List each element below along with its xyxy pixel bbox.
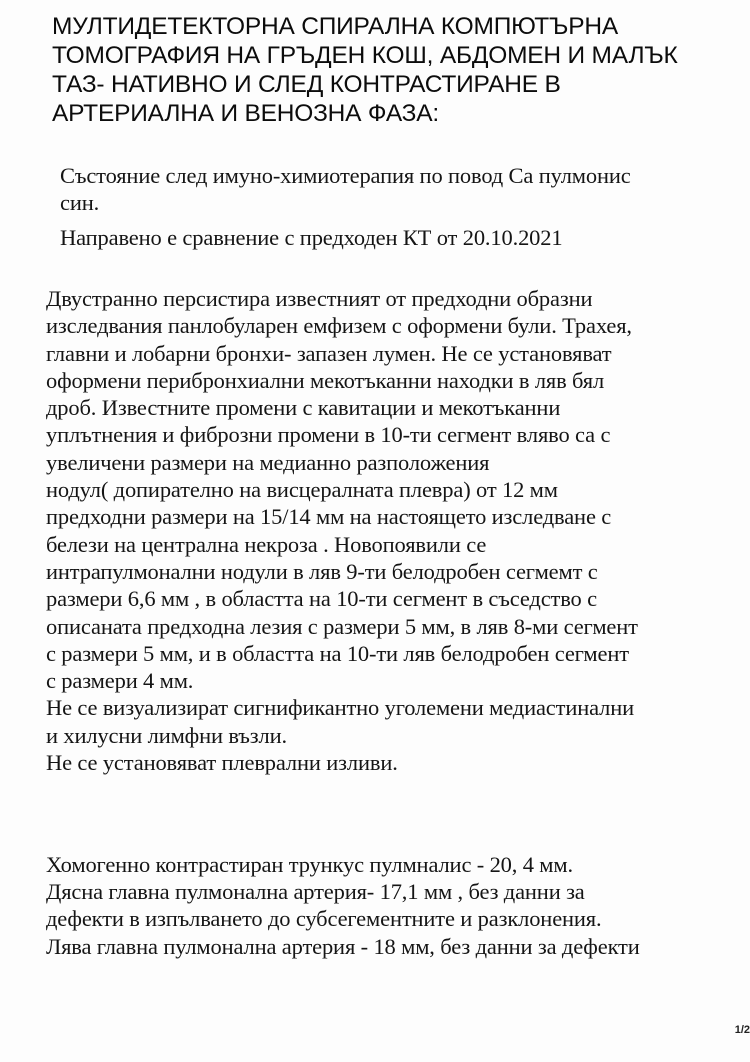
text-line: интрапулмонални нодули в ляв 9-ти белодробен сегмемт с [46,558,598,584]
text-line: увеличени размери на медианно разположения [46,449,490,475]
text-line: син. [60,190,100,216]
text-line: изследвания панлобуларен емфизем с оформени були. Трахея, [46,313,632,339]
text-line: Състояние след имуно-химиотерапия по повод Са пулмонис [60,163,631,188]
page-number: 1/2 [734,1024,750,1036]
text-line: с размери 4 мм. [46,668,194,694]
text-line: Двустранно персистира известният от предходни образни [46,286,593,311]
title-line: МУЛТИДЕТЕКТОРНА СПИРАЛНА КОМПЮТЪРНА [52,13,619,40]
comparison-note [60,224,562,251]
title-line: ТАЗ- НАТИВНО И СЛЕД КОНТРАСТИРАНЕ В [52,71,561,98]
text-line: с размери 5 мм, и в областта на 10-ти ляв белодробен сегмент [46,640,629,666]
text-line: оформени перибронхиални мекотъканни находки в ляв бял [46,367,605,393]
text-line: описаната предходна лезия с размери 5 мм, в ляв 8-ми сегмент [46,613,638,639]
text-line: дефекти в изпълването до субсегементните и разклонения. [46,906,602,932]
text-line: Лява главна пулмонална артерия - 18 мм, без данни за дефекти [46,933,640,959]
text-line: белези на централна некроза . Новопоявили се [46,531,487,557]
text-line: главни и лобарни бронхи- запазен лумен. Не се установяват [46,340,612,366]
text-line: размери 6,6 мм , в областта на 10-ти сегмент в съседство с [46,586,597,612]
text-line: Не се визуализират сигнификантно уголемени медиастинални [46,695,635,721]
text-line: Хомогенно контрастиран трункус пулмналис - 20, 4 мм. [46,852,573,877]
text-line: дроб. Известните промени с кавитации и мекотъканни [46,395,561,421]
vascular-findings [46,851,640,960]
title-line: ТОМОГРАФИЯ НА ГРЪДЕН КОШ, АБДОМЕН И МАЛЪК [52,42,678,69]
text-line: предходни размери на 15/14 мм на настоящето изследване с [46,504,612,530]
report-title [52,12,742,128]
text-line: уплътнения и фиброзни промени в 10-ти сегмент вляво са с [46,422,611,448]
clinical-history [60,162,631,216]
lung-findings [46,285,638,776]
text-line: Не се установяват плеврални изливи. [46,750,398,776]
title-line: АРТЕРИАЛНА И ВЕНОЗНА ФАЗА: [52,100,440,127]
text-line: Направено е сравнение с предходен КТ от 20.10.2021 [60,225,563,250]
text-line: Дясна главна пулмонална артерия- 17,1 мм , без данни за [46,879,585,905]
text-line: нодул( допирателно на висцералната плевра) от 12 мм [46,477,558,503]
text-line: и хилусни лимфни възли. [46,722,287,748]
